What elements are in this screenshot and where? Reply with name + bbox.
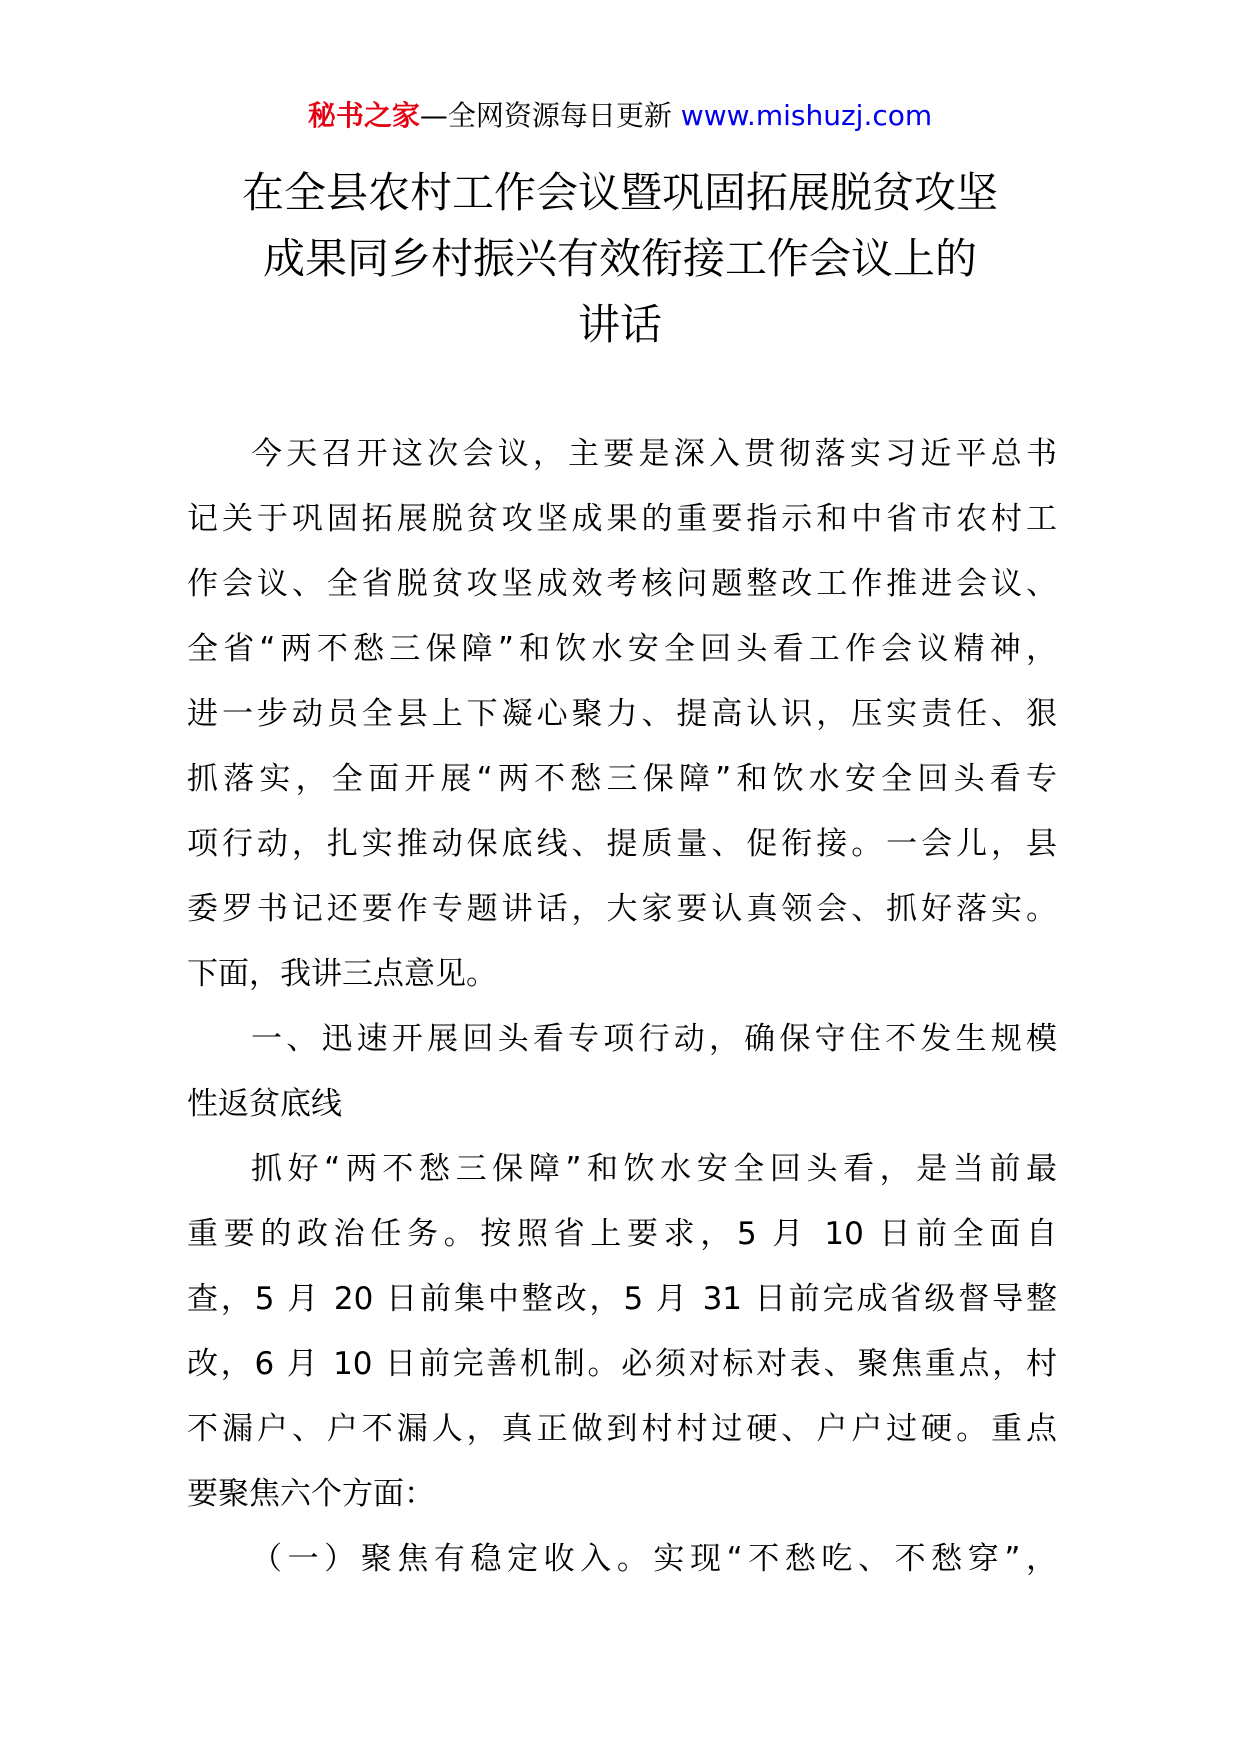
body-line: 作会议、全省脱贫攻坚成效考核问题整改工作推进会议、 [187, 566, 1057, 602]
body-line: 项行动，扎实推动保底线、提质量、促衔接。一会儿，县 [187, 826, 1057, 862]
site-url-link[interactable]: www.mishuzj.com [680, 99, 933, 132]
title-line: 在全县农村工作会议暨巩固拓展脱贫攻坚 [241, 168, 998, 217]
document-body [187, 422, 1057, 1592]
title-line: 讲话 [577, 300, 662, 349]
body-line: 进一步动员全县上下凝心聚力、提高认识，压实责任、狠 [187, 696, 1057, 732]
body-line: 抓落实，全面开展“两不愁三保障”和饮水安全回头看专 [187, 761, 1057, 797]
body-line: 不漏户、户不漏人，真正做到村村过硬、户户过硬。重点 [187, 1411, 1057, 1447]
body-line: 改，6 月 10 日前完善机制。必须对标对表、聚焦重点，村 [187, 1346, 1057, 1382]
subsection-line: （一）聚焦有稳定收入。实现“不愁吃、不愁穿”， [251, 1541, 1057, 1577]
body-line: 抓好“两不愁三保障”和饮水安全回头看，是当前最 [251, 1151, 1057, 1187]
section-heading-line: 一、迅速开展回头看专项行动，确保守住不发生规模 [251, 1021, 1057, 1057]
header-separator: — [419, 99, 448, 132]
body-line: 重要的政治任务。按照省上要求，5 月 10 日前全面自 [187, 1216, 1057, 1252]
body-line: 下面，我讲三点意见。 [187, 956, 497, 992]
title-line: 成果同乡村振兴有效衔接工作会议上的 [262, 234, 977, 283]
body-line: 全省“两不愁三保障”和饮水安全回头看工作会议精神， [187, 631, 1057, 667]
body-line: 记关于巩固拓展脱贫攻坚成果的重要指示和中省市农村工 [187, 501, 1057, 537]
document-title [150, 160, 1090, 358]
body-line: 要聚焦六个方面： [187, 1476, 435, 1512]
site-header [0, 96, 1240, 136]
header-tagline: 全网资源每日更新 [447, 99, 672, 132]
body-line: 今天召开这次会议，主要是深入贯彻落实习近平总书 [251, 436, 1057, 472]
body-line: 查，5 月 20 日前集中整改，5 月 31 日前完成省级督导整 [187, 1281, 1057, 1317]
brand-name: 秘书之家 [307, 99, 420, 132]
section-heading-line: 性返贫底线 [187, 1086, 342, 1122]
body-line: 委罗书记还要作专题讲话，大家要认真领会、抓好落实。 [187, 891, 1057, 927]
